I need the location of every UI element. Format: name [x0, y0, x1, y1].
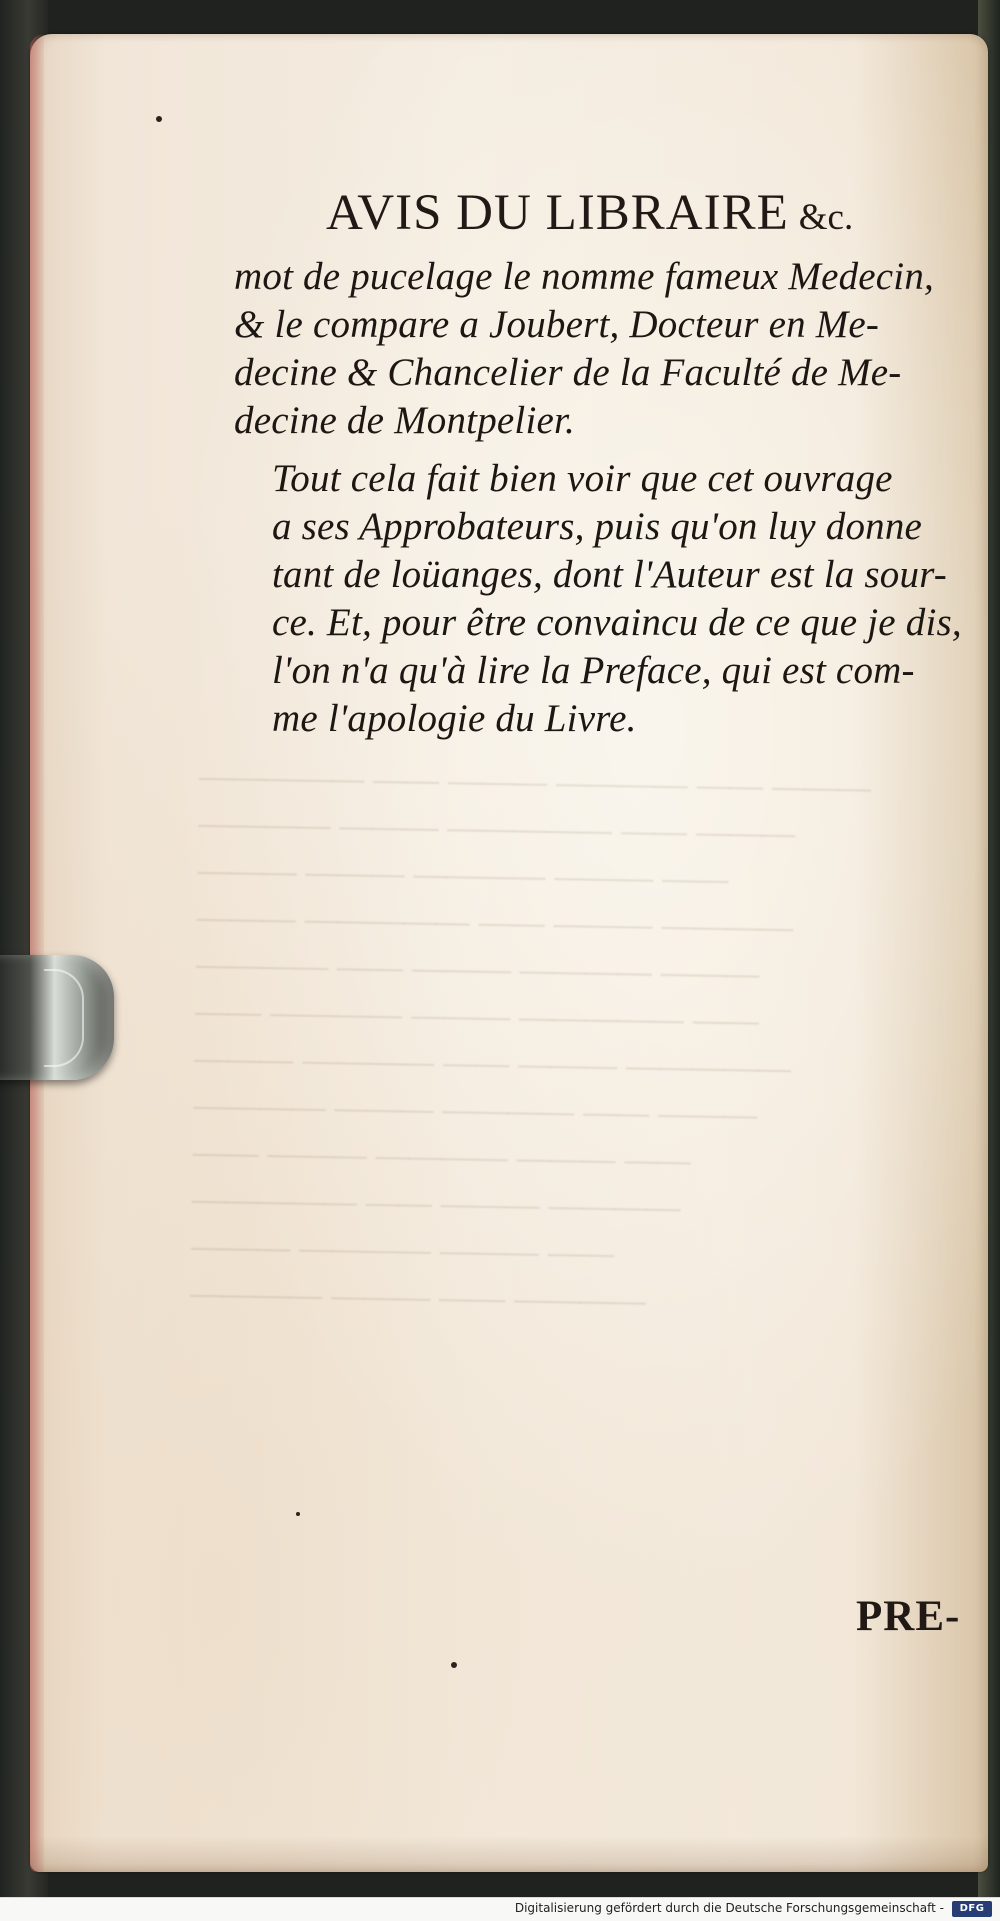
text-line: mot de pucelage le nomme fameux Medecin,: [234, 255, 934, 298]
digitization-credit: Digitalisierung gefördert durch die Deutsche Forschungsgemeinschaft -: [514, 1901, 944, 1915]
faint-texture-line: ——— ————— —— ——— ————: [196, 896, 794, 948]
page-bottom-shadow: [30, 1836, 988, 1872]
bleed-through-texture: [190, 752, 970, 1329]
running-head-suffix: &c.: [798, 197, 854, 238]
book-page: [30, 34, 988, 1872]
text-line: decine de Montpelier.: [234, 399, 575, 442]
footer-bar: [0, 1897, 1000, 1921]
paragraph-continuation: [234, 253, 989, 445]
faint-texture-line: —— ———— ——— ————— ——: [195, 990, 760, 1042]
faint-texture-line: ————— —— ——— ————: [191, 1178, 681, 1228]
page-edge-stain: [30, 34, 44, 1872]
text-line: l'on n'a qu'à lire la Preface, qui est com-: [272, 649, 915, 692]
page-speck: [156, 116, 162, 122]
faint-texture-line: ———— —— ——— ———— ———: [195, 943, 760, 995]
text-line: Tout cela fait bien voir que cet ouvrage: [272, 457, 893, 500]
faint-texture-line: ——— ———— —— ——— —————: [194, 1037, 792, 1089]
faint-texture-line: ——— ———— ——— ——: [191, 1225, 615, 1274]
page-text-block: [234, 184, 994, 743]
text-line: tant de loüanges, dont l'Auteur est la sour-: [272, 553, 947, 596]
page-speck: [451, 1662, 457, 1668]
faint-texture-line: ———— ——— ————— —— ———: [198, 802, 796, 854]
text-line: decine & Chancelier de la Faculté de Me-: [234, 351, 902, 394]
faint-texture-line: ————— —— ——— ———— —— ———: [199, 755, 872, 809]
text-line: & le compare a Joubert, Docteur en Me-: [234, 303, 880, 346]
running-head: [326, 184, 994, 247]
page-speck: [296, 1512, 300, 1516]
clip-highlight: [44, 969, 84, 1067]
catchword: PRE-: [856, 1593, 961, 1640]
text-line: a ses Approbateurs, puis qu'on luy donne: [272, 505, 923, 548]
faint-texture-line: —— ——— ———— ——— ——: [192, 1131, 691, 1181]
paragraph-body: [234, 455, 989, 743]
dfg-logo: DFG: [952, 1901, 992, 1917]
text-line: ce. Et, pour être convaincu de ce que je dis,: [272, 601, 962, 644]
faint-texture-line: ———— ——— ———— —— ———: [193, 1084, 758, 1136]
text-line: me l'apologie du Livre.: [272, 697, 637, 740]
faint-texture-line: ——— ——— ———— ——— ——: [197, 849, 729, 900]
running-head-title: AVIS DU LIBRAIRE: [326, 185, 789, 241]
faint-texture-line: ———— ——— —— ————: [190, 1272, 647, 1322]
page-clip: [0, 955, 114, 1080]
